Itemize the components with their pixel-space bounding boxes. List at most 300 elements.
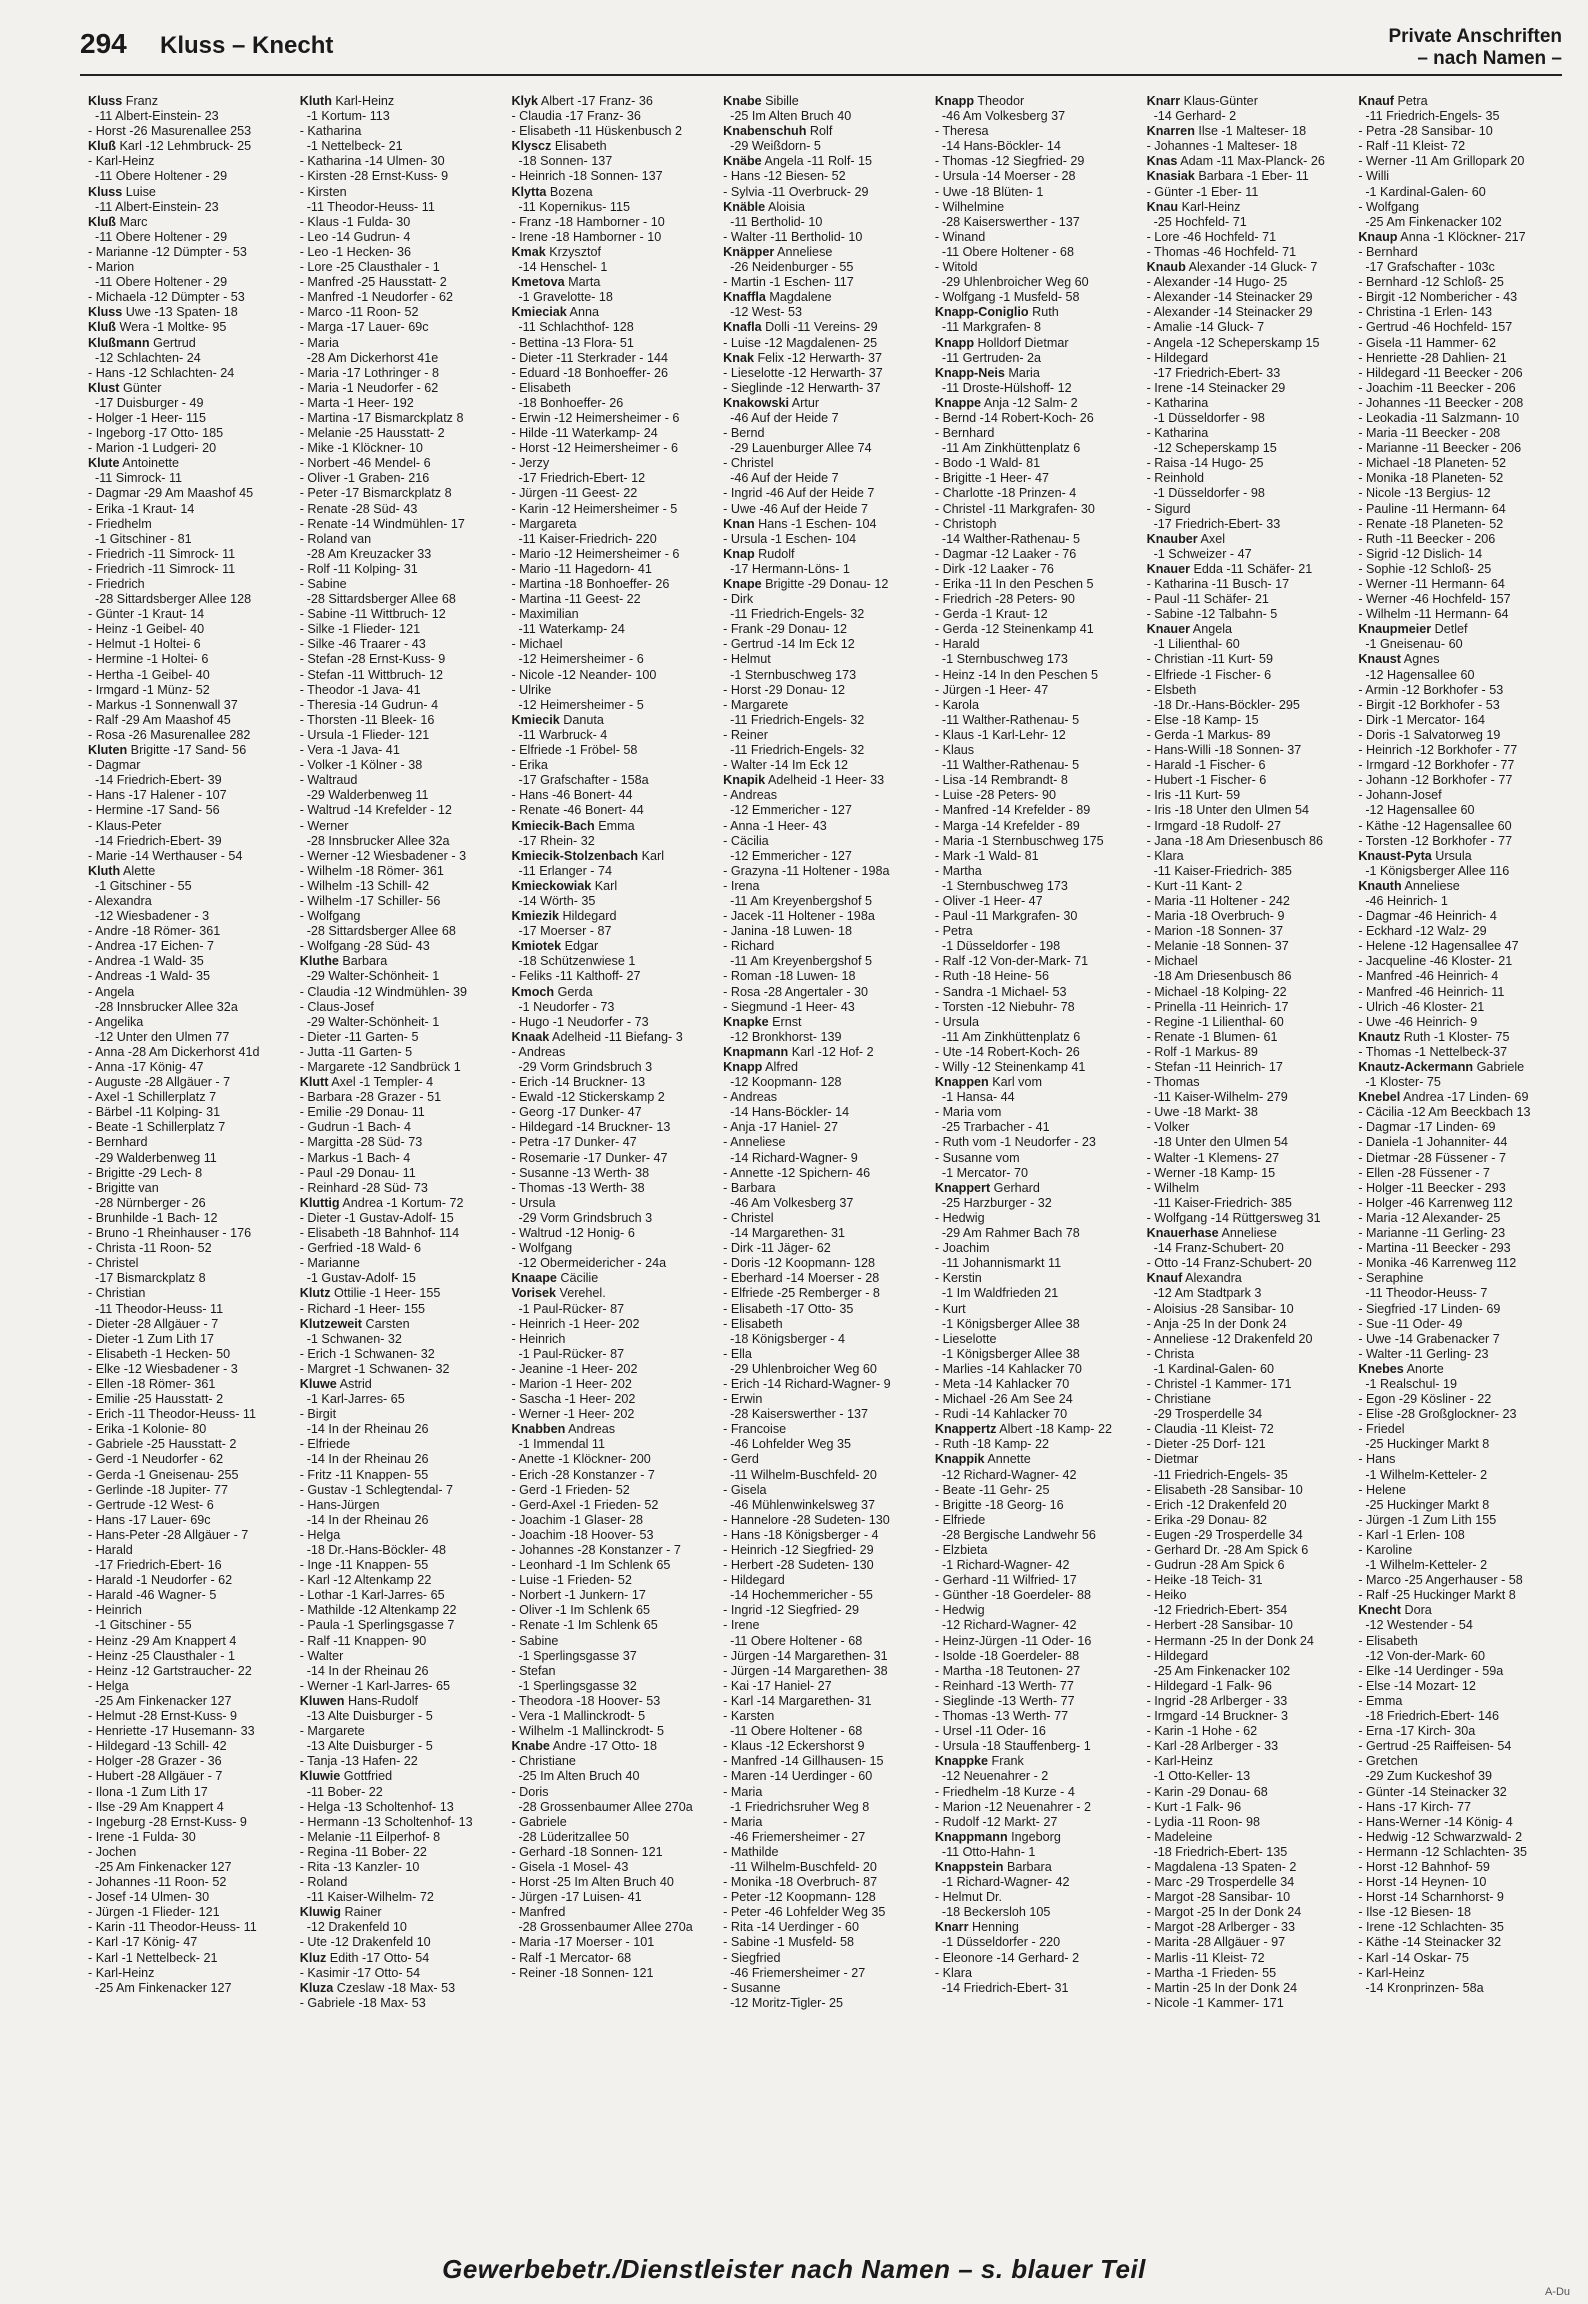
directory-entry: - Birgit -12 Nombericher - 43 [1358, 290, 1518, 305]
directory-entry: - Erich -1 Schwanen- 32 [299, 1346, 435, 1361]
directory-entry: - Susanne [723, 1980, 781, 1995]
directory-entry: - Monika -18 Planeten- 52 [1358, 471, 1504, 486]
directory-entry: - Christina -1 Erlen- 143 [1358, 305, 1492, 320]
directory-entry: -18 Beckersloh 105 [941, 1905, 1051, 1920]
directory-entry: - Anja -17 Haniel- 27 [723, 1120, 838, 1135]
directory-entry: -29 Weißdorn- 5 [730, 139, 821, 154]
directory-entry: Klytta Bozena [511, 184, 593, 199]
directory-entry: - Ewald -12 Stickerskamp 2 [511, 1090, 665, 1105]
directory-entry: -11 Am Zinkhüttenplatz 6 [941, 1029, 1081, 1044]
directory-entry: - Dieter -1 Zum Lith 17 [88, 1331, 214, 1346]
directory-entry: - Jana -18 Am Driesenbusch 86 [1146, 833, 1323, 848]
directory-entry: - Emilie -25 Hausstatt- 2 [88, 1392, 224, 1407]
directory-entry: - Kurt [934, 1301, 966, 1316]
directory-entry: Knappert Gerhard [934, 1180, 1040, 1195]
directory-entry: -11 Friedrich-Engels- 32 [730, 712, 865, 727]
directory-entry: - Hans -17 Lauer- 69c [88, 1512, 211, 1527]
directory-entry: - Uwe -18 Blüten- 1 [934, 184, 1044, 199]
directory-entry: - Klaus -1 Karl-Lehr- 12 [934, 727, 1066, 742]
directory-entry: Knauer Edda -11 Schäfer- 21 [1146, 561, 1313, 576]
directory-entry: - Hubert -1 Fischer- 6 [1146, 773, 1267, 788]
directory-entry: - Siegfried -17 Linden- 69 [1358, 1301, 1501, 1316]
directory-entry: - Horst -25 Im Alten Bruch 40 [511, 1875, 674, 1890]
directory-entry: - Hildegard [1146, 350, 1209, 365]
directory-entry: -1 Sperlingsgasse 32 [518, 1678, 637, 1693]
directory-entry: - Susanne -13 Werth- 38 [511, 1165, 650, 1180]
directory-entry: - Elfriede [299, 1437, 351, 1452]
directory-entry: - Irmgard -14 Bruckner- 3 [1146, 1709, 1288, 1724]
directory-entry: - Lydia -11 Roon- 98 [1146, 1814, 1260, 1829]
directory-entry: -1 Wilhelm-Ketteler- 2 [1365, 1558, 1488, 1573]
directory-entry: Knarren Ilse -1 Malteser- 18 [1146, 124, 1307, 139]
directory-entry: - Ralf -11 Knappen- 90 [299, 1633, 427, 1648]
directory-entry: - Siegfried [723, 1950, 781, 1965]
directory-entry: Kluß Marc [88, 214, 148, 229]
directory-entry: - Barbara [723, 1180, 776, 1195]
directory-entry: -11 Friedrich-Engels- 35 [1365, 109, 1500, 124]
directory-column [1147, 94, 1351, 2244]
directory-entry: - Silke -46 Traarer - 43 [299, 637, 426, 652]
directory-entry: - Angela -12 Scheperskamp 15 [1146, 335, 1320, 350]
directory-entry: - Henriette -17 Husemann- 33 [88, 1724, 255, 1739]
directory-entry: - Kurt -1 Falk- 96 [1146, 1799, 1242, 1814]
directory-entry: -18 Unter den Ulmen 54 [1153, 1135, 1288, 1150]
directory-entry: - Maria -1 Neudorfer - 62 [299, 380, 439, 395]
directory-entry: - Karin -1 Hohe - 62 [1146, 1724, 1258, 1739]
directory-entry: -18 Schützenwiese 1 [518, 954, 636, 969]
directory-entry: - Jutta -11 Garten- 5 [299, 1044, 413, 1059]
directory-entry: - Ingeborg -17 Otto- 185 [88, 426, 224, 441]
directory-entry: - Thomas -12 Siegfried- 29 [934, 154, 1085, 169]
directory-entry: - Johannes -28 Konstanzer - 7 [511, 1543, 681, 1557]
section-title-line-1: Private Anschriften [1388, 26, 1562, 47]
directory-entry: - Karl -12 Altenkamp 22 [299, 1573, 432, 1588]
directory-entry: - Eckhard -12 Walz- 29 [1358, 924, 1487, 939]
directory-entry: -12 Richard-Wagner- 42 [941, 1618, 1077, 1633]
directory-entry: -11 Obere Holtener - 29 [95, 169, 228, 184]
directory-entry: -14 Walther-Rathenau- 5 [941, 531, 1081, 546]
directory-entry: - Sascha -1 Heer- 202 [511, 1392, 636, 1407]
directory-entry: - Klaus -12 Eckershorst 9 [723, 1739, 865, 1754]
directory-entry: -28 Lüderitzallee 50 [518, 1829, 630, 1844]
directory-entry: - Maria -18 Overbruch- 9 [1146, 909, 1285, 924]
directory-entry: - Elisabeth [511, 380, 571, 395]
directory-entry: - Charlotte -18 Prinzen- 4 [934, 486, 1077, 501]
directory-entry: - Heinz -14 In den Peschen 5 [934, 667, 1098, 682]
directory-entry: -25 Am Finkenacker 102 [1153, 1663, 1291, 1678]
directory-entry: - Hans-Jürgen [299, 1497, 380, 1512]
directory-entry: - Bernhard -12 Schloß- 25 [1358, 275, 1504, 290]
directory-entry: Klutz Ottilie -1 Heer- 155 [299, 1286, 441, 1301]
directory-entry: - Emma [1358, 1693, 1403, 1708]
directory-entry: Kluth Alette [88, 863, 156, 878]
directory-entry: -14 Wörth- 35 [518, 893, 596, 908]
directory-entry: -1 Hansa- 44 [941, 1090, 1015, 1105]
directory-entry: -1 Düsseldorfer - 220 [941, 1935, 1061, 1950]
directory-entry: - Horst -14 Scharnhorst- 9 [1358, 1890, 1504, 1905]
directory-entry: - Erich -28 Konstanzer - 7 [511, 1467, 655, 1482]
directory-entry: - Martha -1 Frieden- 55 [1146, 1965, 1277, 1980]
directory-entry: - Werner -12 Wiesbadener - 3 [299, 848, 467, 863]
directory-entry: - Hermann -13 Scholtenhof- 13 [299, 1814, 473, 1829]
directory-entry: - Maria [299, 335, 339, 350]
directory-entry: - Roman -18 Luwen- 18 [723, 969, 856, 984]
directory-entry: - Jeanine -1 Heer- 202 [511, 1361, 638, 1376]
directory-entry: -46 Mühlenwinkelsweg 37 [730, 1497, 876, 1512]
directory-entry: - Wilhelm -17 Schiller- 56 [299, 893, 441, 908]
directory-entry: - Michael -18 Planeten- 52 [1358, 456, 1507, 471]
directory-entry: - Marion -12 Neuenahrer - 2 [934, 1799, 1091, 1814]
directory-entry: -1 Gitschiner - 55 [95, 1618, 192, 1633]
directory-entry: Knebel Andrea -17 Linden- 69 [1358, 1090, 1529, 1105]
directory-entry: - Andreas [723, 1090, 778, 1105]
directory-entry: - Herbert -28 Sansibar- 10 [1146, 1618, 1293, 1633]
directory-entry: - Lieselotte [934, 1331, 997, 1346]
directory-entry: -18 Sonnen- 137 [518, 154, 613, 169]
directory-entry: - Gerhard -18 Sonnen- 121 [511, 1844, 663, 1859]
directory-entry: - Roland [299, 1875, 348, 1890]
directory-entry: -14 Hans-Böckler- 14 [730, 1105, 850, 1120]
directory-entry: -13 Alte Duisburger - 5 [306, 1709, 433, 1724]
directory-entry: -1 Richard-Wagner- 42 [941, 1558, 1070, 1573]
directory-entry: - Francoise [723, 1422, 787, 1437]
directory-entry: - Birgit [299, 1407, 337, 1422]
directory-entry: - Karl -17 König- 47 [88, 1935, 198, 1950]
directory-entry: - Jacek -11 Holtener - 198a [723, 909, 875, 924]
directory-entry: - Hildegard [723, 1573, 785, 1588]
directory-entry: - Renate -14 Windmühlen- 17 [299, 516, 465, 531]
directory-entry: - Walter -11 Bertholid- 10 [723, 229, 863, 244]
directory-entry: - Harald [88, 1543, 133, 1557]
directory-entry: - Dagmar -46 Heinrich- 4 [1358, 909, 1497, 924]
directory-entry: - Hedwig [934, 1603, 985, 1618]
directory-entry: -14 Franz-Schubert- 20 [1153, 1241, 1284, 1256]
directory-entry: -25 Harzburger - 32 [941, 1195, 1052, 1210]
directory-entry: Knabben Andreas [511, 1422, 616, 1437]
directory-entry: - Dagmar -12 Laaker - 76 [934, 546, 1077, 561]
directory-entry: -11 Am Zinkhüttenplatz 6 [941, 441, 1081, 456]
directory-entry: - Sieglinde -13 Werth- 77 [934, 1693, 1075, 1708]
directory-entry: - Siegmund -1 Heer- 43 [723, 999, 855, 1014]
directory-entry: - Volker -1 Kölner - 38 [299, 758, 423, 773]
directory-entry: -11 Waterkamp- 24 [518, 622, 625, 637]
directory-entry: - Christel -1 Kammer- 171 [1146, 1376, 1292, 1391]
directory-entry: - Klara [934, 1965, 972, 1980]
directory-entry: - Heike -18 Teich- 31 [1146, 1573, 1263, 1588]
directory-entry: -12 Emmericher - 127 [730, 803, 852, 818]
directory-entry: - Jürgen -1 Zum Lith 155 [1358, 1512, 1497, 1527]
directory-entry: - Hertha -1 Geibel- 40 [88, 667, 210, 682]
directory-entry: - Marita -28 Allgäuer - 97 [1146, 1935, 1286, 1950]
directory-entry: - Sabine -1 Musfeld- 58 [723, 1935, 855, 1950]
directory-entry: Knaak Adelheid -11 Biefang- 3 [511, 1029, 683, 1044]
directory-entry: - Holger -1 Heer- 115 [88, 410, 207, 425]
directory-entry: - Paula -1 Sperlingsgasse 7 [299, 1618, 455, 1633]
directory-entry: - Jochen [88, 1844, 137, 1859]
directory-entry: - Aloisius -28 Sansibar- 10 [1146, 1301, 1294, 1316]
directory-entry: - Andrea -1 Wald- 35 [88, 954, 204, 969]
directory-entry: -11 Albert-Einstein- 23 [95, 199, 219, 214]
directory-entry: - Dirk -11 Jäger- 62 [723, 1241, 831, 1256]
directory-entry: - Gerd -1 Frieden- 52 [511, 1482, 630, 1497]
directory-entry: - Maren -14 Uerdinger - 60 [723, 1769, 873, 1784]
directory-entry: Kluten Brigitte -17 Sand- 56 [88, 743, 247, 758]
directory-entry: - Marlies -14 Kahlacker 70 [934, 1361, 1082, 1376]
directory-entry: - Sylvia -11 Overbruck- 29 [723, 184, 869, 199]
directory-entry: - Brigitte van [88, 1180, 159, 1195]
directory-entry: -12 Hagensallee 60 [1365, 667, 1475, 682]
directory-entry: -17 Friedrich-Ebert- 12 [518, 471, 646, 486]
directory-entry: - Alexander -14 Hugo- 25 [1146, 275, 1288, 290]
directory-entry: - Erika -29 Donau- 82 [1146, 1512, 1267, 1527]
directory-entry: Knäpper Anneliese [723, 244, 833, 259]
directory-entry: - Dieter -1 Gustav-Adolf- 15 [299, 1210, 454, 1225]
directory-entry: - Bernhard [934, 426, 995, 441]
directory-entry: - Thomas -13 Werth- 77 [934, 1709, 1069, 1724]
directory-entry: - Nicole -12 Neander- 100 [511, 667, 657, 682]
directory-entry: -25 Am Finkenacker 127 [95, 1693, 232, 1708]
directory-entry: - Melanie -25 Hausstatt- 2 [299, 426, 445, 441]
directory-entry: Kluttig Andrea -1 Kortum- 72 [299, 1195, 464, 1210]
directory-entry: - Georg -17 Dunker- 47 [511, 1105, 642, 1120]
directory-entry: - Bärbel -11 Kolping- 31 [88, 1105, 221, 1120]
directory-entry: - Sigurd [1146, 501, 1191, 516]
directory-entry: Kluss Luise [88, 184, 156, 199]
directory-entry: - Leonhard -1 Im Schlenk 65 [511, 1558, 671, 1573]
directory-entry: Kluthe Barbara [299, 954, 388, 969]
directory-entry: -12 Wiesbadener - 3 [95, 909, 210, 924]
directory-entry: - Gerd -1 Neudorfer - 62 [88, 1452, 224, 1467]
directory-entry: -12 Drakenfeld 10 [306, 1920, 407, 1935]
directory-entry: - Manfred -25 Hausstatt- 2 [299, 275, 447, 290]
directory-entry: - Dagmar [88, 758, 141, 773]
directory-entry: - Thorsten -11 Bleek- 16 [299, 712, 435, 727]
directory-entry: - Joachim -11 Beecker - 206 [1358, 380, 1516, 395]
directory-entry: -14 In der Rheinau 26 [306, 1452, 429, 1467]
directory-entry: -28 Kaiserswerther - 137 [941, 214, 1080, 229]
directory-entry: - Karin -29 Donau- 68 [1146, 1784, 1268, 1799]
directory-entry: - Emilie -29 Donau- 11 [299, 1105, 425, 1120]
directory-entry: - Sigrid -12 Dislich- 14 [1358, 546, 1483, 561]
directory-entry: - Elfriede -1 Fischer- 6 [1146, 667, 1272, 682]
directory-entry: - Dietmar [1146, 1452, 1199, 1467]
directory-entry: - Ilse -29 Am Knappert 4 [88, 1799, 224, 1814]
directory-entry: - Oliver -1 Graben- 216 [299, 471, 430, 486]
directory-entry: Knappertz Albert -18 Kamp- 22 [934, 1422, 1112, 1437]
directory-entry: - Ursula [934, 1014, 979, 1029]
directory-entry: - Margarete [299, 1724, 365, 1739]
directory-entry: - Dieter -25 Dorf- 121 [1146, 1437, 1266, 1452]
directory-entry: - Christiane [511, 1754, 576, 1769]
directory-entry: - Paul -11 Schäfer- 21 [1146, 592, 1269, 607]
directory-entry: - Marianne [299, 1256, 360, 1271]
directory-entry: - Gerd [723, 1452, 759, 1467]
directory-entry: Knap Rudolf [723, 546, 795, 561]
directory-entry: Kmoch Gerda [511, 984, 593, 999]
directory-entry: - Heiko [1146, 1588, 1187, 1603]
directory-entry: - Wolfgang [299, 909, 361, 924]
directory-entry: - Wilhelm -18 Römer- 361 [299, 863, 444, 878]
directory-entry: - Elisabeth -17 Otto- 35 [723, 1301, 854, 1316]
directory-entry: - Harald -1 Neudorfer - 62 [88, 1573, 233, 1588]
directory-entry: -26 Neidenburger - 55 [730, 260, 854, 275]
directory-entry: - Martha [934, 863, 982, 878]
directory-entry: -11 Walther-Rathenau- 5 [941, 758, 1080, 773]
directory-entry: - Kirsten [299, 184, 347, 199]
directory-entry: -17 Moerser - 87 [518, 924, 612, 939]
directory-entry: -11 Obere Holtener - 68 [941, 244, 1074, 259]
directory-entry: Kmieciak Anna [511, 305, 599, 320]
directory-entry: -1 Sternbuschweg 173 [941, 652, 1068, 667]
directory-entry: - Leokadia -11 Salzmann- 10 [1358, 410, 1520, 425]
directory-entry: - Gudrun -1 Bach- 4 [299, 1120, 412, 1135]
directory-entry: - Rolf -1 Markus- 89 [1146, 1044, 1258, 1059]
directory-entry: Kluwe Astrid [299, 1376, 372, 1391]
directory-entry: Knarr Klaus-Günter [1146, 94, 1258, 108]
directory-entry: -1 Königsberger Allee 38 [941, 1316, 1080, 1331]
directory-entry: -17 Duisburger - 49 [95, 395, 204, 410]
directory-entry: -14 Richard-Wagner- 9 [730, 1150, 858, 1165]
directory-entry: - Elfriede -25 Remberger - 8 [723, 1286, 880, 1301]
directory-entry: - Volker [1146, 1120, 1190, 1135]
directory-entry: - Hedwig -12 Schwarzwald- 2 [1358, 1829, 1523, 1844]
directory-entry: -17 Grafschafter - 158a [518, 773, 649, 788]
directory-entry: - Jürgen -11 Geest- 22 [511, 486, 638, 501]
directory-entry: - Jürgen -1 Flieder- 121 [88, 1905, 220, 1920]
directory-entry: - Maria [723, 1814, 763, 1829]
directory-entry: - Erna -17 Kirch- 30a [1358, 1724, 1476, 1739]
directory-entry: - Karin -11 Theodor-Heuss- 11 [88, 1920, 257, 1935]
directory-entry: - Sabine [511, 1633, 559, 1648]
directory-entry: - Margot -28 Sansibar- 10 [1146, 1890, 1291, 1905]
directory-entry: Knappke Frank [934, 1754, 1024, 1769]
directory-entry: - Claudia -12 Windmühlen- 39 [299, 984, 468, 999]
directory-entry: - Maria -17 Lothringer - 8 [299, 365, 440, 380]
directory-entry: - Martina -17 Bismarckplatz 8 [299, 410, 464, 425]
directory-entry: - Cäcilia -12 Am Beeckbach 13 [1358, 1105, 1531, 1120]
directory-entry: -28 Innsbrucker Allee 32a [95, 999, 238, 1014]
directory-entry: Knasiak Barbara -1 Eber- 11 [1146, 169, 1309, 184]
directory-entry: Knabenschuh Rolf [723, 124, 833, 139]
directory-entry: - Leo -14 Gudrun- 4 [299, 229, 411, 244]
directory-entry: - Monika -46 Karrenweg 112 [1358, 1256, 1517, 1271]
directory-entry: -12 Scheperskamp 15 [1153, 441, 1277, 456]
directory-entry: - Heinz-Jürgen -11 Oder- 16 [934, 1633, 1092, 1648]
directory-entry: - Margarete -12 Sandbrück 1 [299, 1060, 461, 1074]
directory-entry: Knaape Cäcilie [511, 1271, 599, 1286]
directory-entry: -11 Kaiser-Friedrich- 220 [518, 531, 657, 546]
directory-entry: - Helga -13 Scholtenhof- 13 [299, 1799, 454, 1814]
directory-entry: - Hermann -25 In der Donk 24 [1146, 1633, 1314, 1648]
directory-entry: - Manfred -14 Gillhausen- 15 [723, 1754, 884, 1769]
directory-entry: -25 Trarbacher - 41 [941, 1120, 1050, 1135]
directory-entry: - Michaela -12 Dümpter - 53 [88, 290, 245, 305]
directory-entry: - Rolf -11 Kolping- 31 [299, 561, 418, 576]
directory-entry: Knabe Sibille [723, 94, 799, 108]
directory-entry: - Gustav -1 Schlegtendal- 7 [299, 1482, 454, 1497]
directory-entry: - Katharina -11 Busch- 17 [1146, 577, 1290, 591]
directory-entry: -18 Am Driesenbusch 86 [1153, 969, 1292, 984]
directory-entry: -14 Hans-Böckler- 14 [941, 139, 1061, 154]
directory-entry: - Holger -46 Karrenweg 112 [1358, 1195, 1513, 1210]
directory-entry: Kmiezik Hildegard [511, 909, 617, 924]
directory-entry: - Karl -14 Margarethen- 31 [723, 1693, 872, 1708]
directory-entry: - Hans-Willi -18 Sonnen- 37 [1146, 743, 1302, 758]
directory-entry: -11 Kaiser-Wilhelm- 279 [1153, 1090, 1288, 1105]
directory-entry: - Käthe -14 Steinacker 32 [1358, 1935, 1502, 1950]
directory-entry: - Gertrud -25 Raiffeisen- 54 [1358, 1739, 1512, 1754]
directory-entry: - Norbert -1 Junkern- 17 [511, 1588, 646, 1603]
directory-entry: -1 Gustav-Adolf- 15 [306, 1271, 416, 1286]
directory-entry: - Renate -18 Planeten- 52 [1358, 516, 1504, 531]
directory-entry: - Günter -1 Kraut- 14 [88, 607, 205, 622]
directory-entry: Kluza Czeslaw -18 Max- 53 [299, 1980, 456, 1995]
directory-entry: - Elise -28 Großglockner- 23 [1358, 1407, 1517, 1422]
directory-entry: - Gerda -1 Gneisenau- 255 [88, 1467, 239, 1482]
directory-entry: - Ellen -28 Füssener - 7 [1358, 1165, 1490, 1180]
directory-entry: - Monika -18 Overbruch- 87 [723, 1875, 878, 1890]
directory-entry: -28 Bergische Landwehr 56 [941, 1527, 1096, 1542]
directory-entry: -28 Kaiserswerther - 137 [730, 1407, 869, 1422]
directory-entry: -1 Sternbuschweg 173 [730, 667, 857, 682]
directory-entry: - Wolfgang -14 Rüttgersweg 31 [1146, 1210, 1321, 1225]
directory-entry: - Erika -1 Kraut- 14 [88, 501, 195, 516]
directory-entry: - Manfred -14 Krefelder - 89 [934, 803, 1091, 818]
directory-entry: -12 Moritz-Tigler- 25 [730, 1995, 844, 2010]
directory-entry: - Marion -18 Sonnen- 37 [1146, 924, 1284, 939]
directory-entry: Knafla Dolli -11 Vereins- 29 [723, 320, 878, 335]
directory-entry: - Mark -1 Wald- 81 [934, 848, 1039, 863]
directory-entry: - Bernd [723, 426, 765, 441]
directory-entry: - Hans -18 Königsberger - 4 [723, 1527, 879, 1542]
directory-entry: - Irmgard -1 Münz- 52 [88, 682, 210, 697]
directory-entry: Knauer Angela [1146, 622, 1233, 637]
page-header [80, 22, 1562, 76]
directory-entry: - Nicole -13 Bergius- 12 [1358, 486, 1491, 501]
directory-entry: - Elisabeth [1358, 1633, 1418, 1648]
directory-entry: - Christa [1146, 1346, 1195, 1361]
directory-entry: -1 Otto-Keller- 13 [1153, 1769, 1251, 1784]
directory-entry: - Maximilian [511, 607, 579, 622]
directory-entry: - Peter -17 Bismarckplatz 8 [299, 486, 452, 501]
directory-entry: - Wilhelm -11 Hermann- 64 [1358, 607, 1509, 622]
directory-entry: - Theresia -14 Gudrun- 4 [299, 697, 439, 712]
directory-entry: - Horst -14 Heynen- 10 [1358, 1875, 1487, 1890]
directory-entry: -1 Gravelotte- 18 [518, 290, 613, 305]
directory-column [723, 94, 927, 2244]
directory-entry: -11 Obere Holtener - 68 [730, 1633, 863, 1648]
directory-entry: - Jerzy [511, 456, 550, 471]
directory-entry: - Auguste -28 Allgäuer - 7 [88, 1075, 231, 1090]
directory-entry: - Bodo -1 Wald- 81 [934, 456, 1041, 471]
directory-entry: Knan Hans -1 Eschen- 104 [723, 516, 877, 531]
directory-entry: -17 Hermann-Löns- 1 [730, 561, 850, 576]
directory-entry: -28 Sittardsberger Allee 128 [95, 592, 252, 607]
directory-entry: Knapp Alfred [723, 1060, 799, 1074]
directory-entry: -28 Am Kreuzacker 33 [306, 546, 432, 561]
directory-entry: - Hans -12 Biesen- 52 [723, 169, 846, 184]
directory-entry: - Renate -28 Süd- 43 [299, 501, 418, 516]
directory-entry: - Johann -12 Borkhofer - 77 [1358, 773, 1513, 788]
directory-entry: Knapp Theodor [934, 94, 1025, 108]
directory-entry: Knauf Alexandra [1146, 1271, 1242, 1286]
directory-entry: - Annette -12 Spichern- 46 [723, 1165, 871, 1180]
directory-entry: - Gerd-Axel -1 Frieden- 52 [511, 1497, 659, 1512]
directory-entry: - Werner -18 Kamp- 15 [1146, 1165, 1276, 1180]
directory-entry: - Hermine -17 Sand- 56 [88, 803, 220, 818]
directory-entry: -29 Walter-Schönheit- 1 [306, 969, 440, 984]
directory-entry: - Gerhard Dr. -28 Am Spick 6 [1146, 1543, 1309, 1557]
